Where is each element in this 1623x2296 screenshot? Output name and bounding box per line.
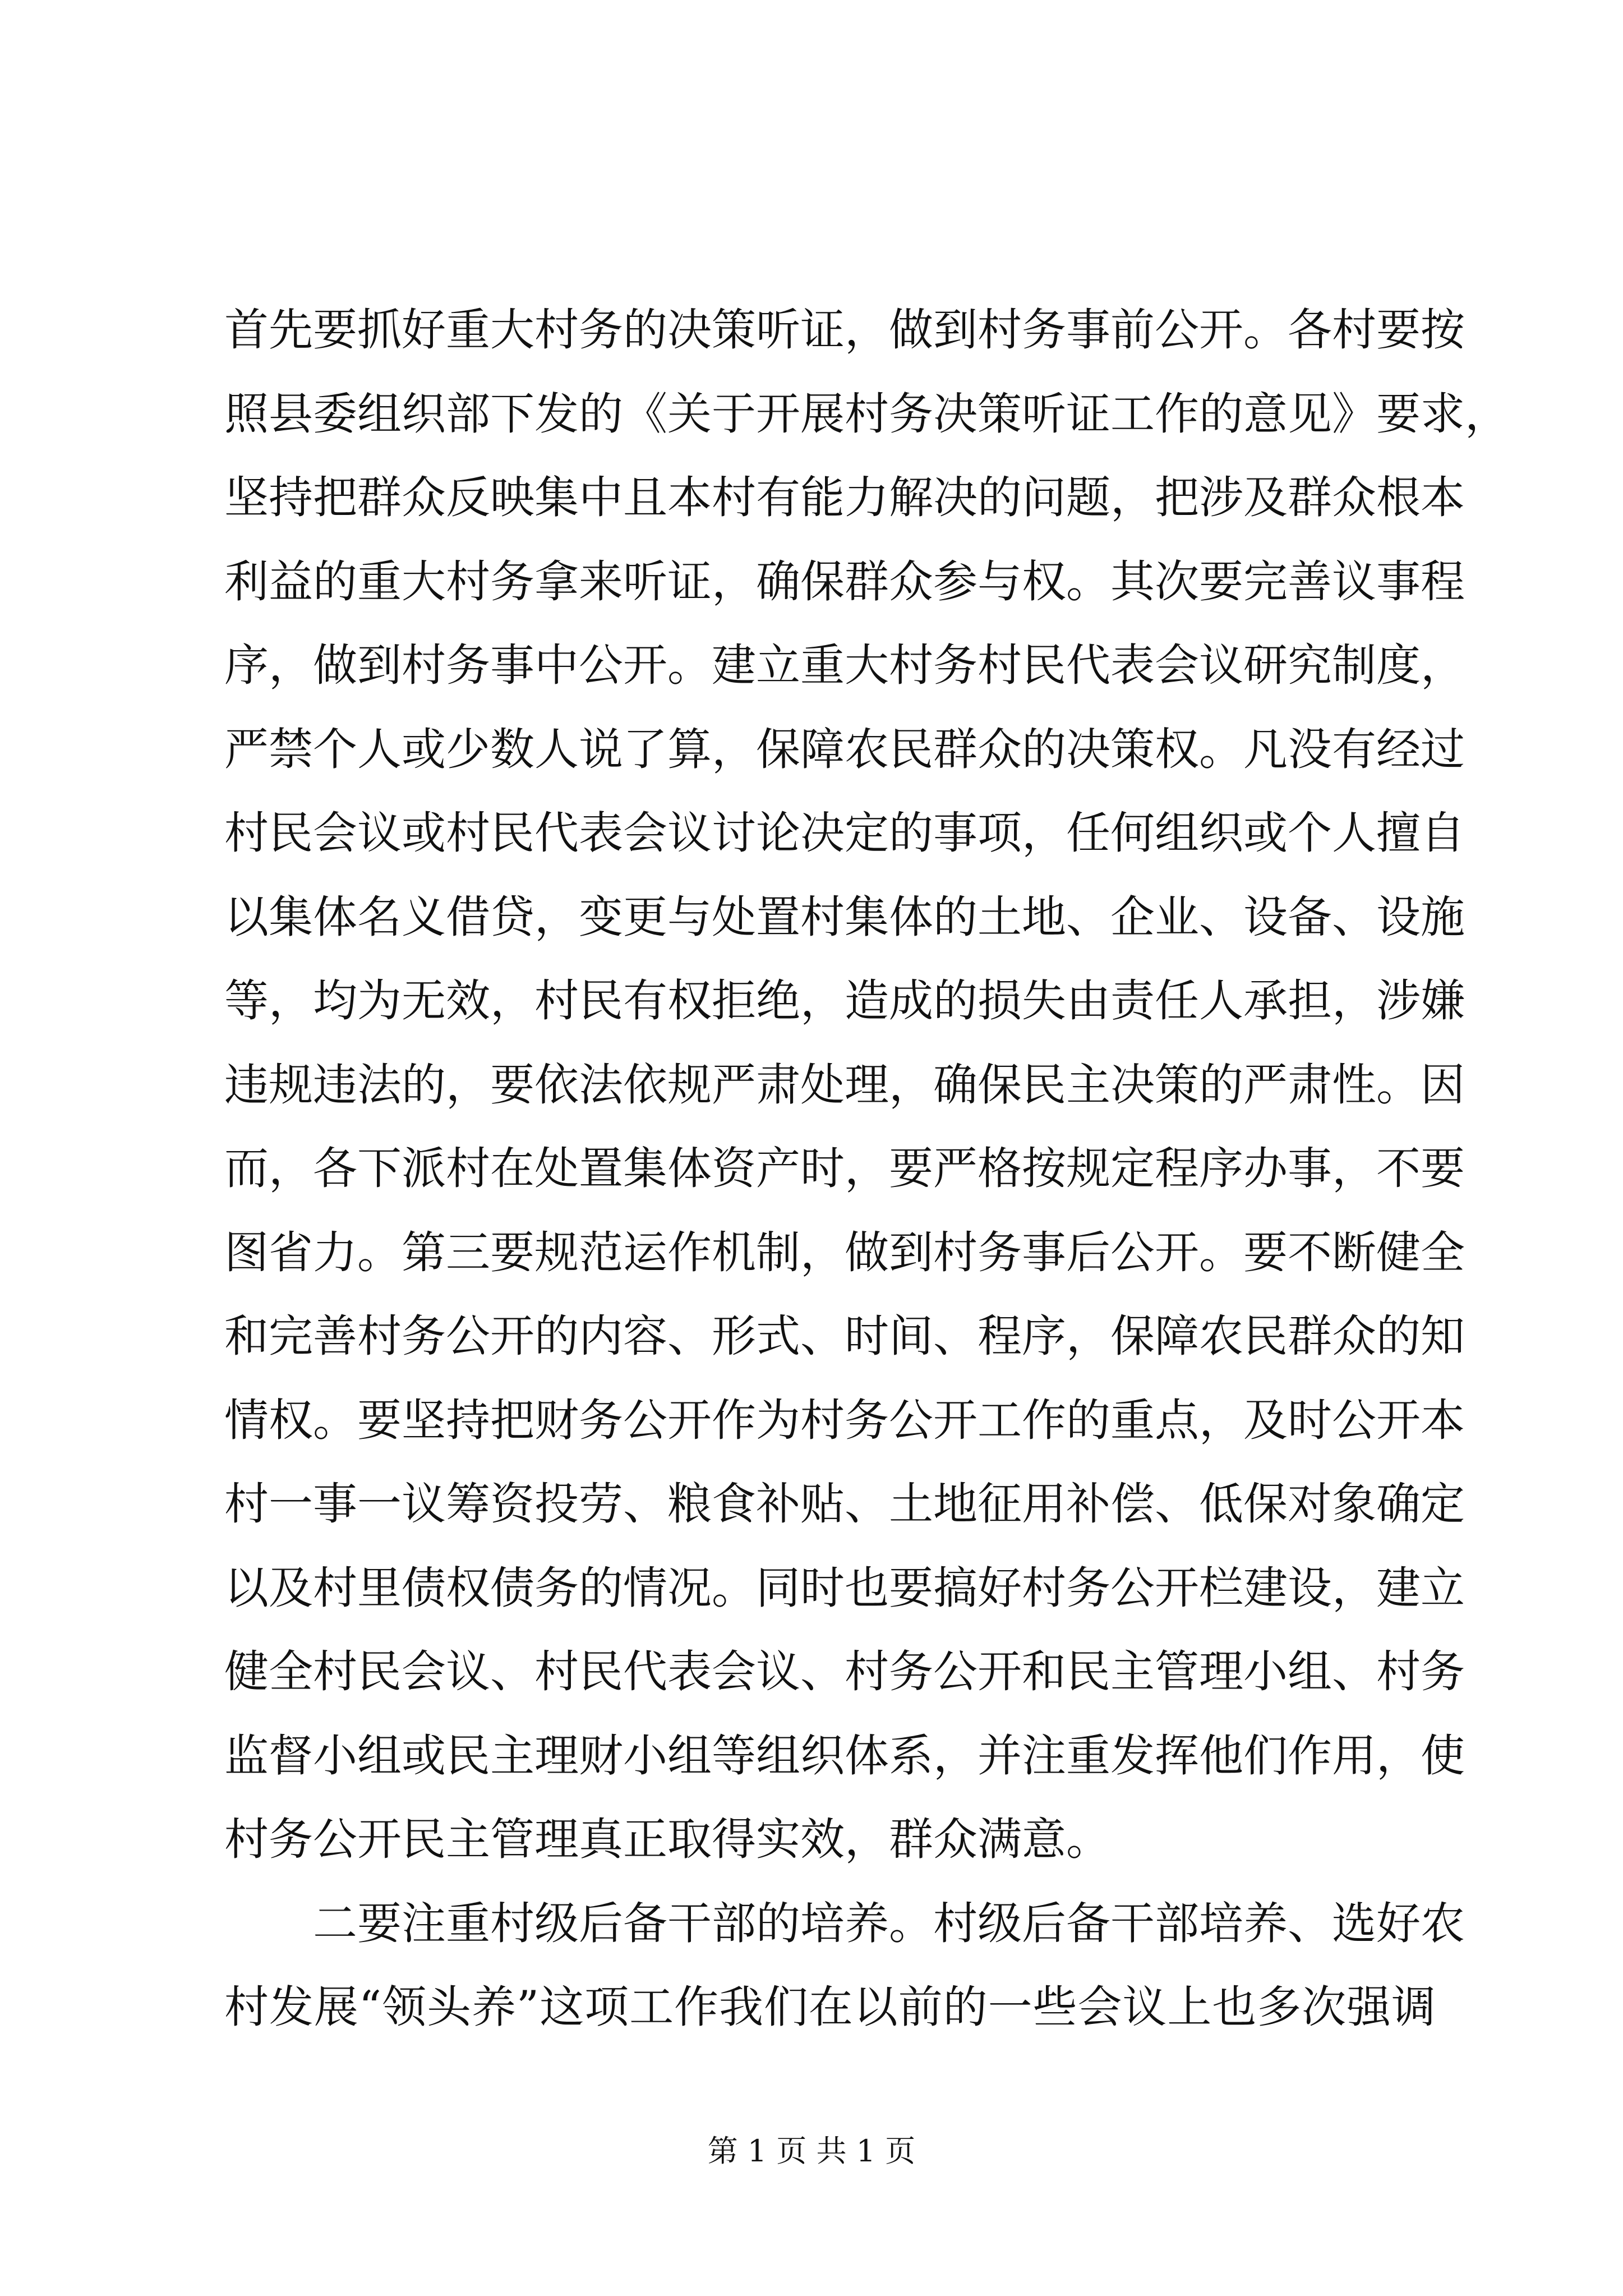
text-line: 而，各下派村在处置集体资产时，要严格按规定程序办事，不要 xyxy=(224,1143,1465,1194)
text-line: 图省力。第三要规范运作机制，做到村务事后公开。要不断健全 xyxy=(224,1226,1465,1278)
text-line: 情权。要坚持把财务公开作为村务公开工作的重点，及时公开本 xyxy=(224,1394,1465,1446)
page-number-label: 第 1 页 共 1 页 xyxy=(707,2133,916,2169)
text-line: 二要注重村级后备干部的培养。村级后备干部培养、选好农 xyxy=(313,1897,1465,1949)
text-line: 违规违法的，要依法依规严肃处理，确保民主决策的严肃性。因 xyxy=(224,1059,1465,1111)
text-line: 坚持把群众反映集中且本村有能力解决的问题，把涉及群众根本 xyxy=(224,472,1465,523)
text-line: 健全村民会议、村民代表会议、村务公开和民主管理小组、村务 xyxy=(224,1646,1465,1697)
text-line: 等，均为无效，村民有权拒绝，造成的损失由责任人承担，涉嫌 xyxy=(224,975,1465,1027)
text-line: 首先要抓好重大村务的决策听证，做到村务事前公开。各村要按 xyxy=(224,304,1465,356)
text-line: 照县委组织部下发的《关于开展村务决策听证工作的意见》要求， xyxy=(224,388,1509,440)
page-footer xyxy=(0,2132,1623,2171)
text-line: 和完善村务公开的内容、形式、时间、程序，保障农民群众的知 xyxy=(224,1310,1465,1362)
text-line: 利益的重大村务拿来听证，确保群众参与权。其次要完善议事程 xyxy=(224,555,1465,608)
text-line: 以及村里债权债务的情况。同时也要搞好村务公开栏建设，建立 xyxy=(224,1562,1465,1614)
text-line: 严禁个人或少数人说了算，保障农民群众的决策权。凡没有经过 xyxy=(224,723,1465,775)
text-line: 村发展“领头养”这项工作我们在以前的一些会议上也多次强调 xyxy=(224,1981,1436,2033)
text-line: 以集体名义借贷，变更与处置村集体的土地、企业、设备、设施 xyxy=(224,891,1465,943)
text-line: 村一事一议筹资投劳、粮食补贴、土地征用补偿、低保对象确定 xyxy=(224,1478,1465,1530)
text-line: 村务公开民主管理真正取得实效，群众满意。 xyxy=(224,1814,1110,1865)
document-body xyxy=(224,288,1509,2050)
text-line: 村民会议或村民代表会议讨论决定的事项，任何组织或个人擅自 xyxy=(224,807,1465,859)
text-line: 序，做到村务事中公开。建立重大村务村民代表会议研究制度， xyxy=(224,639,1465,691)
text-line: 监督小组或民主理财小组等组织体系，并注重发挥他们作用，使 xyxy=(224,1729,1465,1782)
